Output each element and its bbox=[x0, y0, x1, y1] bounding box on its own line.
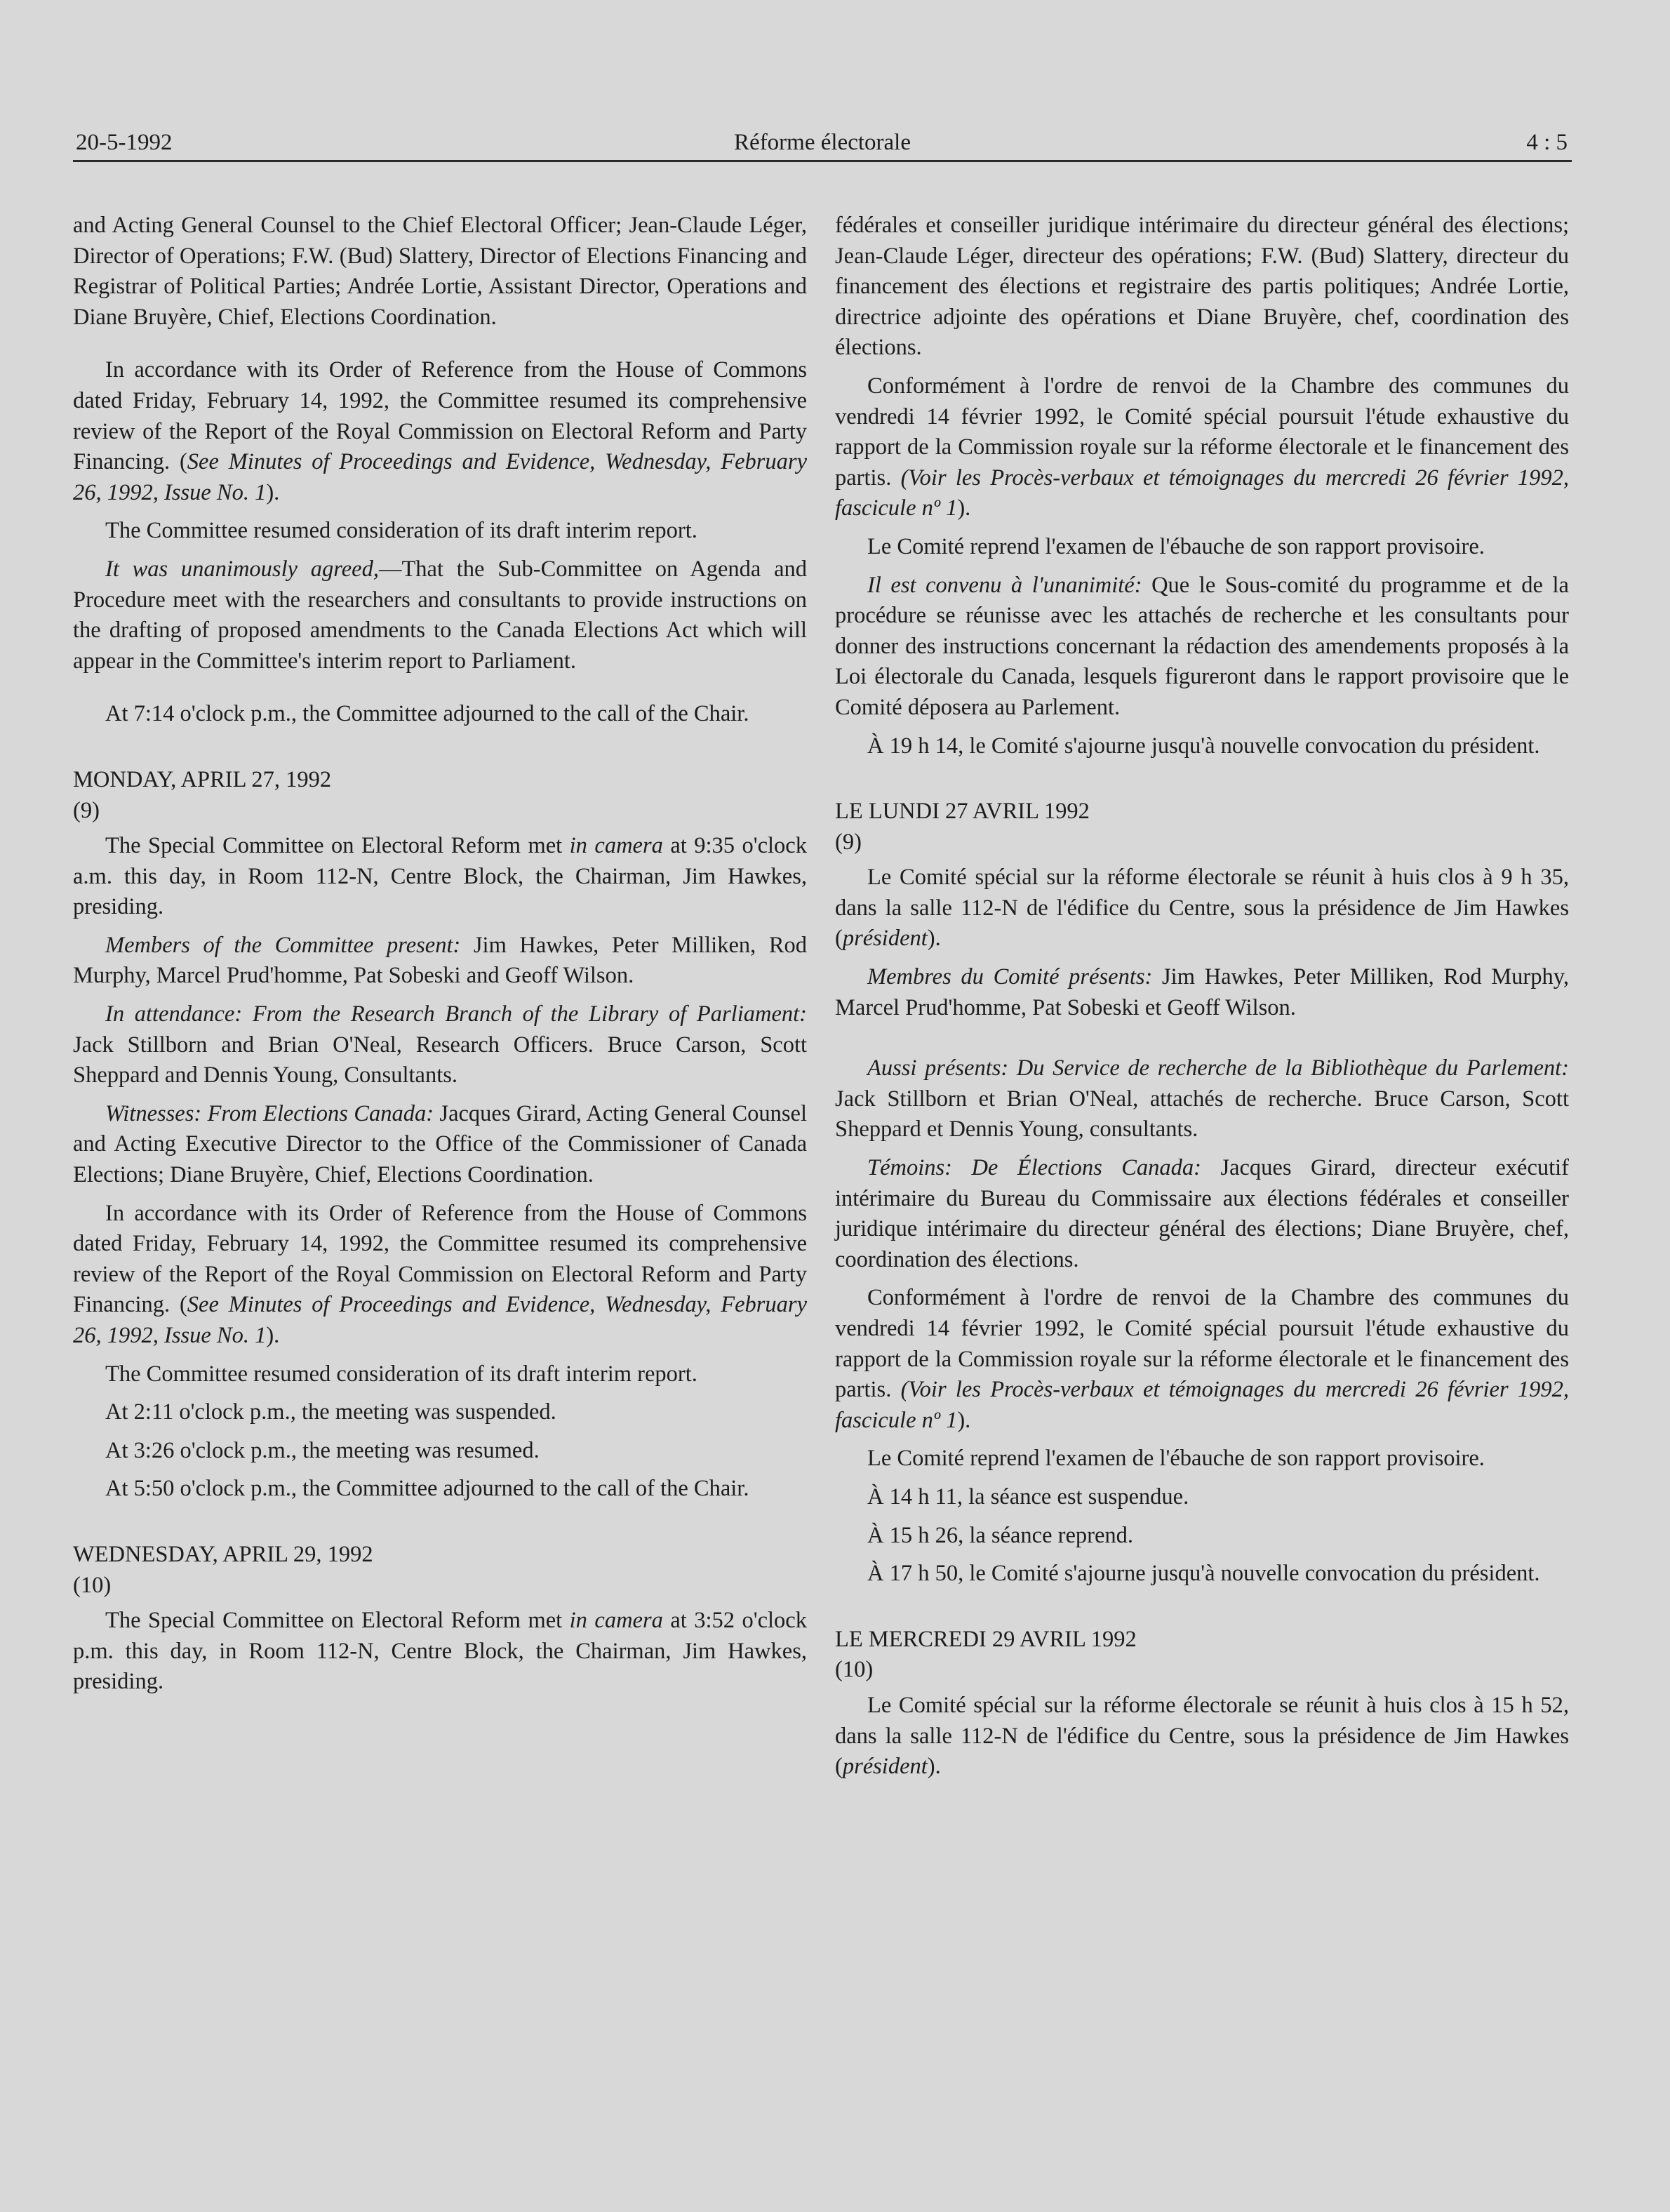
paragraph: Le Comité spécial sur la réforme électorale se réunit à huis clos à 15 h 52, dans la salle 112-N de l'édifice du Centre, sous la présidence de Jim Hawkes (président). bbox=[835, 1692, 1569, 1780]
sitting-number: (9) bbox=[835, 829, 862, 855]
header-title: Réforme électorale bbox=[734, 130, 911, 155]
sitting-date: MONDAY, APRIL 27, 1992 bbox=[73, 766, 332, 792]
sitting-number: (10) bbox=[835, 1657, 874, 1683]
paragraph: Membres du Comité présents: Jim Hawkes, Peter Milliken, Rod Murphy, Marcel Prud'homme, Pat Sobeski et Geoff Wilson. bbox=[835, 964, 1569, 1020]
paragraph: Témoins: De Élections Canada: Jacques Girard, directeur exécutif intérimaire du Bureau du Commissaire aux élections fédérales et conseiller juridique intérimaire du directeur général des élections; Diane Bruyère, chef, coordination des élections. bbox=[835, 1155, 1569, 1272]
paragraph: The Special Committee on Electoral Reform met in camera at 3:52 o'clock p.m. this day, in Room 112-N, Centre Block, the Chairman, Jim Hawkes, presiding. bbox=[73, 1608, 807, 1695]
paragraph: The Committee resumed consideration of its draft interim report. bbox=[105, 1361, 697, 1387]
paragraph: À 14 h 11, la séance est suspendue. bbox=[867, 1484, 1189, 1510]
sitting-date: LE MERCREDI 29 AVRIL 1992 bbox=[835, 1626, 1137, 1652]
header-date: 20-5-1992 bbox=[76, 130, 173, 155]
paragraph: À 19 h 14, le Comité s'ajourne jusqu'à nouvelle convocation du président. bbox=[867, 733, 1540, 759]
paragraph: Il est convenu à l'unanimité: Que le Sous-comité du programme et de la procédure se réunisse avec les attachés de recherche et les consultants pour donner des instructions concernant la rédaction des amendements proposés à la Loi électorale du Canada, lesquels figureront dans le rapport provisoire que le Comité déposera au Parlement. bbox=[835, 572, 1569, 720]
french-column bbox=[835, 211, 1569, 1790]
sitting-date: WEDNESDAY, APRIL 29, 1992 bbox=[73, 1541, 373, 1567]
paragraph: Le Comité reprend l'examen de l'ébauche de son rapport provisoire. bbox=[867, 533, 1485, 559]
sitting-number: (9) bbox=[73, 797, 100, 823]
paragraph: In accordance with its Order of Reference from the House of Commons dated Friday, February 14, 1992, the Committee resumed its comprehensive review of the Report of the Royal Commission on Electoral Reform and Party Financing. (See Minutes of Proceedings and Evidence, Wednesday, February 26, 1992, Issue No. 1). bbox=[73, 1200, 807, 1348]
page-header bbox=[73, 121, 1572, 162]
paragraph: À 17 h 50, le Comité s'ajourne jusqu'à nouvelle convocation du président. bbox=[867, 1561, 1540, 1587]
paragraph: Witnesses: From Elections Canada: Jacques Girard, Acting General Counsel and Acting Executive Director to the Office of the Commissioner of Canada Elections; Diane Bruyère, Chief, Elections Coordination. bbox=[73, 1100, 807, 1188]
paragraph: It was unanimously agreed,—That the Sub-Committee on Agenda and Procedure meet with the researchers and consultants to provide instructions on the drafting of proposed amendments to the Canada Elections Act which will appear in the Committee's interim report to Parliament. bbox=[73, 556, 807, 674]
paragraph: Members of the Committee present: Jim Hawkes, Peter Milliken, Rod Murphy, Marcel Prud'homme, Pat Sobeski and Geoff Wilson. bbox=[73, 932, 807, 989]
paragraph: fédérales et conseiller juridique intérimaire du directeur général des élections; Jean-Claude Léger, directeur des opérations; F.W. (Bud) Slattery, directeur du financement des élections et registraire des partis politiques; Andrée Lortie, directrice adjointe des opérations et Diane Bruyère, chef, coordination des élections. bbox=[835, 213, 1569, 361]
paragraph: Conformément à l'ordre de renvoi de la Chambre des communes du vendredi 14 février 1992, le Comité spécial poursuit l'étude exhaustive du rapport de la Commission royale sur la réforme électorale et le financement des partis. (Voir les Procès-verbaux et témoignages du mercredi 26 février 1992, fascicule nº 1). bbox=[835, 1285, 1569, 1433]
paragraph: Conformément à l'ordre de renvoi de la Chambre des communes du vendredi 14 février 1992, le Comité spécial poursuit l'étude exhaustive du rapport de la Commission royale sur la réforme électorale et le financement des partis. (Voir les Procès-verbaux et témoignages du mercredi 26 février 1992, fascicule nº 1). bbox=[835, 373, 1569, 521]
paragraph: At 2:11 o'clock p.m., the meeting was suspended. bbox=[105, 1399, 556, 1425]
paragraph: The Special Committee on Electoral Reform met in camera at 9:35 o'clock a.m. this day, in Room 112-N, Centre Block, the Chairman, Jim Hawkes, presiding. bbox=[73, 833, 807, 920]
paragraph: At 3:26 o'clock p.m., the meeting was resumed. bbox=[105, 1437, 540, 1463]
paragraph: and Acting General Counsel to the Chief Electoral Officer; Jean-Claude Léger, Director of Operations; F.W. (Bud) Slattery, Director of Elections Financing and Registrar of Political Parties; Andrée Lortie, Assistant Director, Operations and Diane Bruyère, Chief, Elections Coordination. bbox=[73, 213, 807, 330]
paragraph: Le Comité reprend l'examen de l'ébauche de son rapport provisoire. bbox=[867, 1446, 1485, 1472]
paragraph: In accordance with its Order of Reference from the House of Commons dated Friday, February 14, 1992, the Committee resumed its comprehensive review of the Report of the Royal Commission on Electoral Reform and Party Financing. (See Minutes of Proceedings and Evidence, Wednesday, February 26, 1992, Issue No. 1). bbox=[73, 357, 807, 505]
english-column bbox=[73, 211, 807, 1705]
paragraph: At 5:50 o'clock p.m., the Committee adjourned to the call of the Chair. bbox=[105, 1476, 749, 1502]
sitting-number: (10) bbox=[73, 1572, 112, 1598]
paragraph: The Committee resumed consideration of its draft interim report. bbox=[105, 518, 697, 544]
paragraph: Aussi présents: Du Service de recherche de la Bibliothèque du Parlement: Jack Stillborn et Brian O'Neal, attachés de recherche. Bruce Carson, Scott Sheppard et Dennis Young, consultants. bbox=[835, 1055, 1569, 1142]
paragraph: À 15 h 26, la séance reprend. bbox=[867, 1522, 1134, 1548]
header-page-number: 4 : 5 bbox=[1526, 130, 1568, 155]
paragraph: At 7:14 o'clock p.m., the Committee adjourned to the call of the Chair. bbox=[105, 701, 749, 727]
paragraph: In attendance: From the Research Branch of the Library of Parliament: Jack Stillborn and Brian O'Neal, Research Officers. Bruce Carson, Scott Sheppard and Dennis Young, Consultants. bbox=[73, 1001, 807, 1088]
sitting-date: LE LUNDI 27 AVRIL 1992 bbox=[835, 799, 1090, 825]
paragraph: Le Comité spécial sur la réforme électorale se réunit à huis clos à 9 h 35, dans la salle 112-N de l'édifice du Centre, sous la présidence de Jim Hawkes (président). bbox=[835, 865, 1569, 952]
